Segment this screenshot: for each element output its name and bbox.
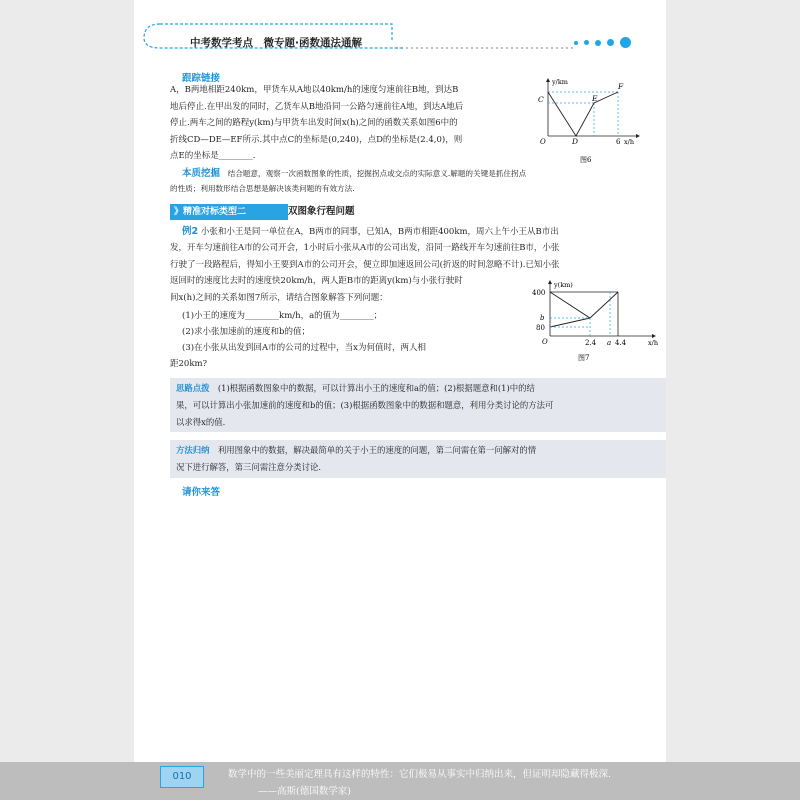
method-label: 方法归纳 bbox=[176, 445, 210, 455]
method-line: 利用图象中的数据，解决最简单的关于小王的速度的问题，第二问需在第一问解对的情 bbox=[209, 445, 537, 455]
fig6-tick-6: 6 bbox=[616, 138, 621, 146]
example2-line: 小张和小王是同一单位在A，B两市的同事，已知A，B两市相距400km，周六上午小王从B市出 bbox=[200, 227, 559, 237]
fig7-tick-80: 80 bbox=[536, 324, 545, 332]
page bbox=[134, 0, 666, 800]
fig6-point-f: F bbox=[618, 82, 624, 91]
example2-question-1: (1)小王的速度为________km/h，a的值为________； bbox=[182, 311, 383, 321]
example2-first-line bbox=[182, 224, 559, 241]
method-line: 况下进行解答，第三问需注意分类讨论. bbox=[176, 462, 322, 472]
figure-7 bbox=[530, 280, 666, 366]
essence-label: 本质挖掘 bbox=[182, 168, 221, 179]
fig7-tick-b: b bbox=[540, 314, 545, 322]
example2-line: 返回时的速度比去时的速度快20km/h，两人距B市的距离y(km)与小张行驶时 bbox=[170, 276, 463, 287]
fig6-point-d: D bbox=[572, 137, 579, 146]
follow-up-text bbox=[170, 82, 463, 165]
fig7-tick-2-4: 2.4 bbox=[585, 339, 597, 347]
page-number: 010 bbox=[160, 766, 204, 788]
header-title: 中考数学考点 微专题·函数通法通解 bbox=[190, 37, 362, 49]
essence-line: 的性质；利用数形结合思想是解决该类问题的有效方法. bbox=[170, 184, 355, 193]
essence-line: 结合题意，观察一次函数图象的性质，挖掘拐点或交点的实际意义.解题的关键是抓住拐点 bbox=[220, 169, 527, 178]
fig6-caption: 图6 bbox=[580, 156, 592, 164]
fig6-point-e: E bbox=[592, 94, 598, 103]
footer-quote: 数学中的一些美丽定理具有这样的特性：它们极易从事实中归纳出来，但证明却隐藏得极深. bbox=[228, 769, 612, 780]
example2-line: 间x(h)之间的关系如图7所示，请结合图象解答下列问题： bbox=[170, 292, 388, 303]
fig6-xlabel: x/h bbox=[624, 138, 635, 146]
fig7-caption: 图7 bbox=[578, 354, 590, 362]
example2-question-3-cont: 距20km? bbox=[170, 359, 208, 369]
essence-block bbox=[182, 166, 526, 181]
follow-up-line: A，B两地相距240km，甲货车从A地以40km/h的速度匀速前往B地，到达B bbox=[170, 85, 459, 95]
fig7-xlabel: x/h bbox=[648, 339, 659, 347]
hint-box bbox=[170, 378, 666, 432]
fig7-tick-4-4: 4.4 bbox=[615, 339, 627, 347]
method-box bbox=[170, 440, 666, 478]
hint-label: 思路点拨 bbox=[176, 383, 210, 393]
fig6-point-c: C bbox=[538, 95, 544, 104]
follow-up-line: 停止.两车之间的路程y(km)与甲货车出发时间x(h)之间的函数关系如图6中的 bbox=[170, 118, 458, 129]
example2-line: 发，开车匀速前往A市的公司开会，1小时后小张从A市的公司出发，沿同一路线开车匀速前往B市，小张 bbox=[170, 243, 560, 253]
hint-line: (1)根据函数图象中的数据，可以计算出小王的速度和a的值；(2)根据题意和(1)中的结 bbox=[209, 383, 535, 393]
example2-line: 行驶了一段路程后，得知小王要到A市的公司开会，便立即加速返回公司(折返的时间忽略不计).已知小张 bbox=[170, 259, 560, 270]
hint-line: 以求得x的值. bbox=[176, 417, 226, 427]
example2-question-2: (2)求小张加速前的速度和b的值； bbox=[182, 327, 310, 337]
example2-question-3: (3)在小张从出发到回A市的公司的过程中，当x为何值时，两人相 bbox=[182, 343, 426, 353]
fig7-ylabel: y(km) bbox=[554, 281, 573, 289]
fig7-origin: O bbox=[542, 338, 548, 346]
header-dots bbox=[574, 32, 637, 51]
fig6-ylabel: y/km bbox=[552, 78, 568, 86]
follow-up-line: 点E的坐标是________. bbox=[170, 151, 256, 162]
figure-6 bbox=[532, 76, 642, 166]
type-banner: 》精准对标类型二 bbox=[170, 204, 288, 220]
answer-prompt: 请你来答 bbox=[182, 487, 221, 498]
example2-text bbox=[170, 240, 559, 306]
fig6-origin: O bbox=[540, 138, 546, 146]
hint-line: 果，可以计算出小张加速前的速度和b的值；(3)根据函数图象中的数据和题意，利用分类讨论的方法可 bbox=[176, 400, 554, 410]
fig7-tick-a: a bbox=[607, 339, 612, 347]
follow-up-heading: 跟踪链接 bbox=[182, 73, 221, 84]
example2-label: 例2 bbox=[182, 226, 199, 237]
follow-up-line: 地后停止.在甲出发的同时，乙货车从B地沿同一公路匀速前往A地，到达A地后 bbox=[170, 101, 464, 112]
type-topic: 双图象行程问题 bbox=[288, 206, 355, 217]
follow-up-line: 折线CD—DE—EF所示.其中点C的坐标是(0,240)，点D的坐标是(2.4,0)，则 bbox=[170, 134, 463, 145]
fig7-tick-400: 400 bbox=[532, 289, 546, 297]
footer-quote-author: ——高斯(德国数学家) bbox=[258, 786, 351, 797]
